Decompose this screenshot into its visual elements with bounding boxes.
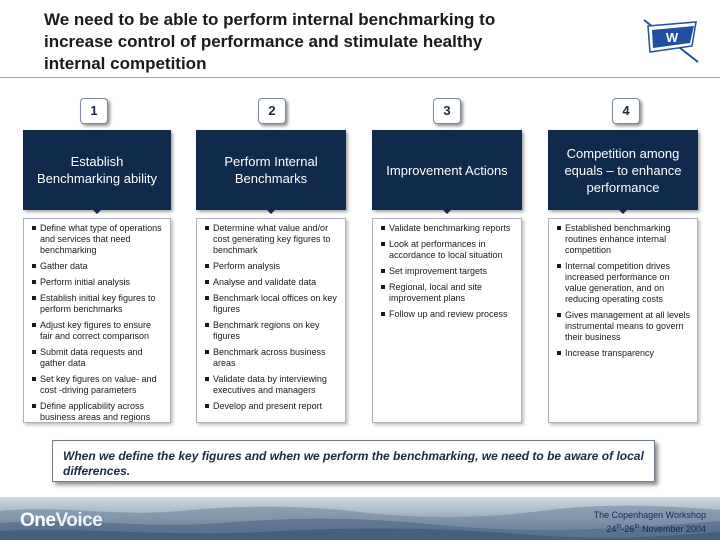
callout-note: When we define the key figures and when we perform the benchmarking, we need to be aware of local differences. bbox=[52, 440, 655, 482]
bullet-text: Benchmark across business areas bbox=[213, 347, 326, 368]
bullet-item bbox=[32, 347, 164, 369]
bullet-item bbox=[32, 320, 164, 342]
date-start-suffix: th bbox=[616, 524, 622, 530]
bullet-icon bbox=[557, 226, 561, 230]
bullet-icon bbox=[32, 226, 36, 230]
bullet-item bbox=[381, 266, 515, 277]
footer-banner bbox=[0, 497, 720, 540]
bullet-text: Established benchmarking routines enhance internal competition bbox=[565, 223, 671, 255]
bullet-item bbox=[205, 293, 339, 315]
bullet-item bbox=[557, 310, 691, 343]
date-end-suffix: th bbox=[634, 524, 640, 530]
bullet-text: Gives management at all levels instrumental means to govern their business bbox=[565, 310, 691, 342]
step-number-1: 1 bbox=[80, 98, 108, 124]
title-divider bbox=[0, 77, 720, 78]
workshop-caption bbox=[594, 509, 706, 535]
bullet-text: Benchmark regions on key figures bbox=[213, 320, 320, 341]
logo-letter: W bbox=[665, 30, 679, 45]
brand-prefix: One bbox=[20, 510, 56, 531]
bullet-icon bbox=[32, 296, 36, 300]
date-end: -26 bbox=[621, 524, 635, 534]
bullet-icon bbox=[205, 377, 209, 381]
bullet-item bbox=[557, 261, 691, 305]
bullet-list bbox=[373, 219, 521, 320]
bullet-item bbox=[381, 309, 515, 320]
bullet-item bbox=[205, 223, 339, 256]
bullet-icon bbox=[205, 323, 209, 327]
bullet-list bbox=[24, 219, 170, 423]
step-heading-2: Perform Internal Benchmarks bbox=[196, 130, 346, 210]
bullet-item bbox=[205, 401, 339, 412]
bullet-text: Perform initial analysis bbox=[40, 277, 131, 287]
step-heading-4: Competition among equals – to enhance performance bbox=[548, 130, 698, 210]
bullet-text: Validate benchmarking reports bbox=[389, 223, 511, 233]
bullet-item bbox=[32, 277, 164, 288]
bullet-text: Set improvement targets bbox=[389, 266, 488, 276]
bullet-icon bbox=[32, 264, 36, 268]
brand-suffix: Voice bbox=[55, 510, 103, 531]
bullet-text: Benchmark local offices on key figures bbox=[213, 293, 337, 314]
step-heading-3: Improvement Actions bbox=[372, 130, 522, 210]
workshop-name: The Copenhagen Workshop bbox=[593, 510, 706, 520]
bullet-item bbox=[205, 320, 339, 342]
bullet-icon bbox=[205, 296, 209, 300]
bullet-text: Submit data requests and gather data bbox=[40, 347, 143, 368]
bullet-icon bbox=[205, 404, 209, 408]
bullet-icon bbox=[32, 323, 36, 327]
bullet-item bbox=[205, 277, 339, 288]
bullet-text: Validate data by interviewing executives and managers bbox=[213, 374, 327, 395]
step-heading-1: Establish Benchmarking ability bbox=[23, 130, 171, 210]
flag-logo-icon bbox=[640, 16, 702, 66]
step-column-2 bbox=[196, 218, 346, 423]
bullet-icon bbox=[381, 269, 385, 273]
bullet-item bbox=[32, 293, 164, 315]
bullet-icon bbox=[381, 285, 385, 289]
bullet-icon bbox=[381, 242, 385, 246]
bullet-item bbox=[32, 401, 164, 423]
bullet-icon bbox=[205, 350, 209, 354]
bullet-text: Develop and present report bbox=[213, 401, 323, 411]
slide-title: We need to be able to perform internal benchmarking to increase control of performance and stimulate healthy internal competition bbox=[44, 10, 496, 73]
bullet-icon bbox=[32, 377, 36, 381]
step-number-3: 3 bbox=[433, 98, 461, 124]
bullet-icon bbox=[557, 264, 561, 268]
bullet-icon bbox=[557, 351, 561, 355]
heading-notch bbox=[619, 210, 627, 214]
bullet-item bbox=[381, 282, 515, 304]
bullet-item bbox=[205, 261, 339, 272]
bullet-icon bbox=[205, 280, 209, 284]
bullet-icon bbox=[32, 280, 36, 284]
bullet-icon bbox=[205, 264, 209, 268]
date-month-year: November 2004 bbox=[639, 524, 706, 534]
bullet-text: Follow up and review process bbox=[389, 309, 508, 319]
bullet-text: Adjust key figures to ensure fair and correct comparison bbox=[40, 320, 152, 341]
bullet-text: Look at performances in accordance to local situation bbox=[389, 239, 503, 260]
step-number-4: 4 bbox=[612, 98, 640, 124]
bullet-icon bbox=[205, 226, 209, 230]
bullet-text: Define what type of operations and services that need benchmarking bbox=[40, 223, 162, 255]
step-number-2: 2 bbox=[258, 98, 286, 124]
bullet-item bbox=[32, 261, 164, 272]
bullet-text: Perform analysis bbox=[213, 261, 281, 271]
heading-notch bbox=[93, 210, 101, 214]
bullet-text: Set key figures on value- and cost -driving parameters bbox=[40, 374, 157, 395]
bullet-text: Regional, local and site improvement plans bbox=[389, 282, 483, 303]
bullet-icon bbox=[557, 313, 561, 317]
heading-notch bbox=[443, 210, 451, 214]
step-column-3 bbox=[372, 218, 522, 423]
bullet-item bbox=[381, 223, 515, 234]
bullet-icon bbox=[381, 312, 385, 316]
onevoice-logo bbox=[20, 510, 102, 532]
bullet-icon bbox=[381, 226, 385, 230]
bullet-icon bbox=[32, 404, 36, 408]
bullet-item bbox=[32, 374, 164, 396]
bullet-icon bbox=[32, 350, 36, 354]
heading-notch bbox=[267, 210, 275, 214]
workshop-dates bbox=[594, 521, 706, 535]
step-column-1 bbox=[23, 218, 171, 423]
date-start: 24 bbox=[606, 524, 617, 534]
step-column-4 bbox=[548, 218, 698, 423]
bullet-item bbox=[557, 223, 691, 256]
bullet-text: Determine what value and/or cost generating key figures to benchmark bbox=[213, 223, 331, 255]
bullet-item bbox=[205, 374, 339, 396]
bullet-item bbox=[557, 348, 691, 359]
bullet-text: Gather data bbox=[40, 261, 88, 271]
bullet-text: Increase transparency bbox=[565, 348, 655, 358]
bullet-text: Internal competition drives increased performance on value generation, and on reducing operating costs bbox=[565, 261, 671, 304]
bullet-item bbox=[205, 347, 339, 369]
bullet-text: Analyse and validate data bbox=[213, 277, 317, 287]
bullet-list bbox=[549, 219, 697, 359]
bullet-item bbox=[32, 223, 164, 256]
bullet-text: Define applicability across business areas and regions bbox=[40, 401, 151, 422]
bullet-list bbox=[197, 219, 345, 412]
bullet-item bbox=[381, 239, 515, 261]
bullet-text: Establish initial key figures to perform benchmarks bbox=[40, 293, 156, 314]
